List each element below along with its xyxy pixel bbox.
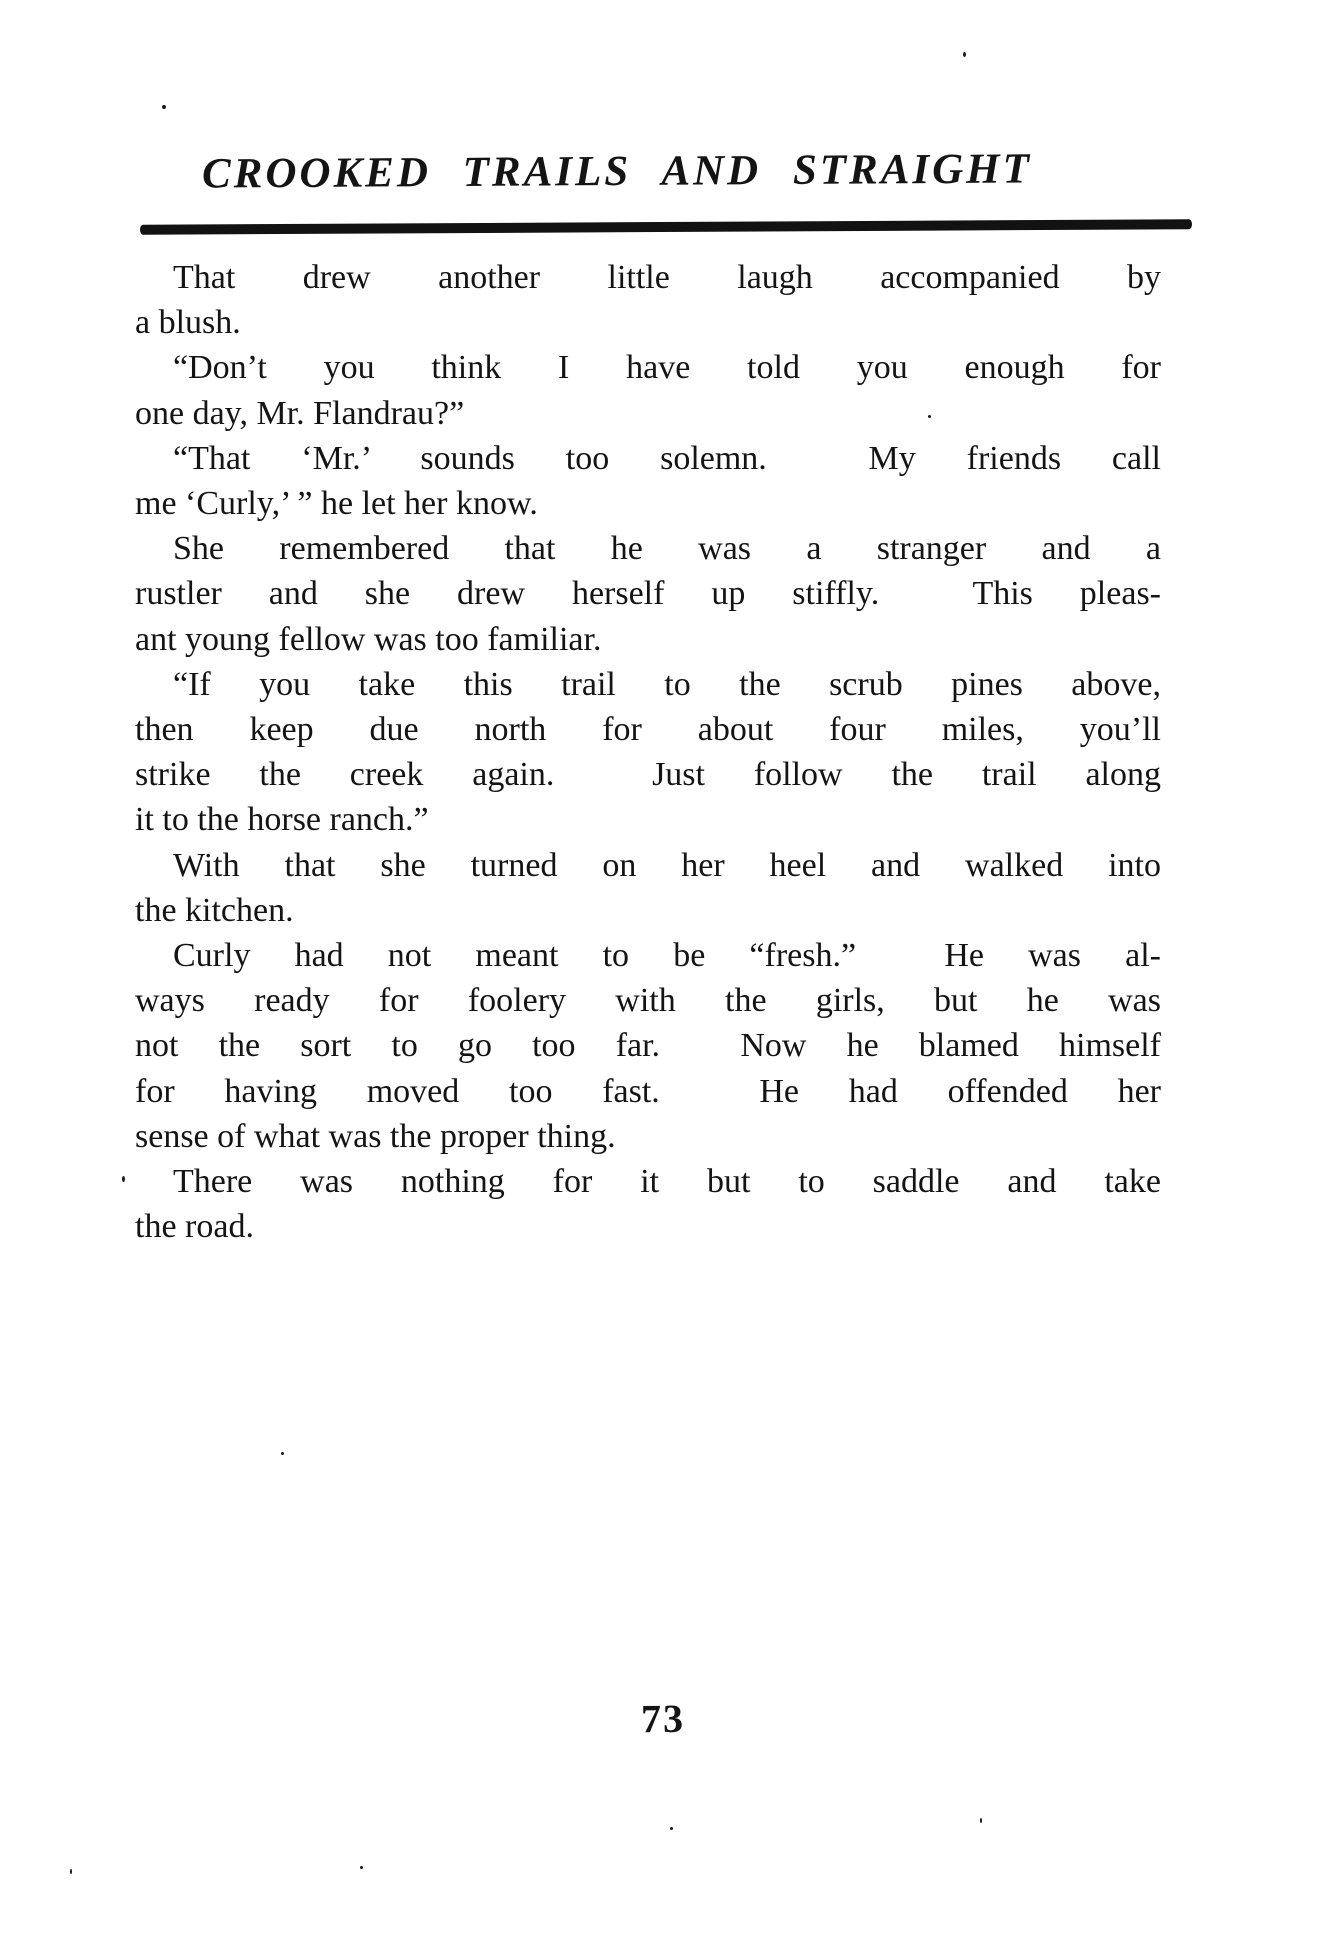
text-line: for having moved too fast. He had offended her	[135, 1072, 1161, 1110]
scan-speckle	[963, 52, 966, 57]
text-line: strike the creek again. Just follow the trail along	[135, 756, 1161, 794]
text-line: ways ready for foolery with the girls, but he was	[135, 982, 1161, 1020]
text-line: the kitchen.	[135, 891, 294, 929]
scan-speckle	[122, 1176, 125, 1182]
running-header: CROOKED TRAILS AND STRAIGHT	[201, 145, 1033, 198]
page-number: 73	[640, 1695, 686, 1742]
text-line: “If you take this trail to the scrub pines above,	[173, 665, 1161, 703]
text-line: me ‘Curly,’ ” he let her know.	[135, 485, 538, 523]
text-line: one day, Mr. Flandrau?”	[135, 394, 465, 432]
body-text	[135, 255, 1161, 1249]
text-line: That drew another little laugh accompanied by	[173, 259, 1161, 296]
text-line: “That ‘Mr.’ sounds too solemn. My friends call	[173, 439, 1161, 477]
scan-speckle	[670, 1827, 673, 1830]
text-line: not the sort to go too far. Now he blamed himself	[135, 1027, 1161, 1065]
scan-speckle	[360, 1866, 363, 1869]
header-rule	[140, 219, 1192, 235]
text-line: then keep due north for about four miles, you’ll	[135, 711, 1161, 749]
scan-speckle	[281, 1452, 284, 1455]
text-line: Curly had not meant to be “fresh.” He was al-	[173, 937, 1161, 975]
text-line: sense of what was the proper thing.	[135, 1117, 616, 1155]
scan-speckle	[980, 1818, 982, 1823]
scan-speckle	[70, 1869, 72, 1874]
text-line: She remembered that he was a stranger and a	[173, 530, 1161, 568]
text-line: the road.	[135, 1208, 254, 1246]
text-line: it to the horse ranch.”	[135, 801, 429, 839]
text-line: rustler and she drew herself up stiffly. This pleas-	[135, 575, 1161, 613]
text-line: There was nothing for it but to saddle and take	[173, 1163, 1161, 1201]
text-line: a blush.	[135, 304, 241, 342]
scan-speckle	[928, 415, 931, 418]
scan-speckle	[162, 105, 166, 109]
text-line: ant young fellow was too familiar.	[135, 620, 602, 658]
text-line: With that she turned on her heel and walked into	[173, 846, 1161, 884]
text-line: “Don’t you think I have told you enough for	[173, 349, 1161, 387]
